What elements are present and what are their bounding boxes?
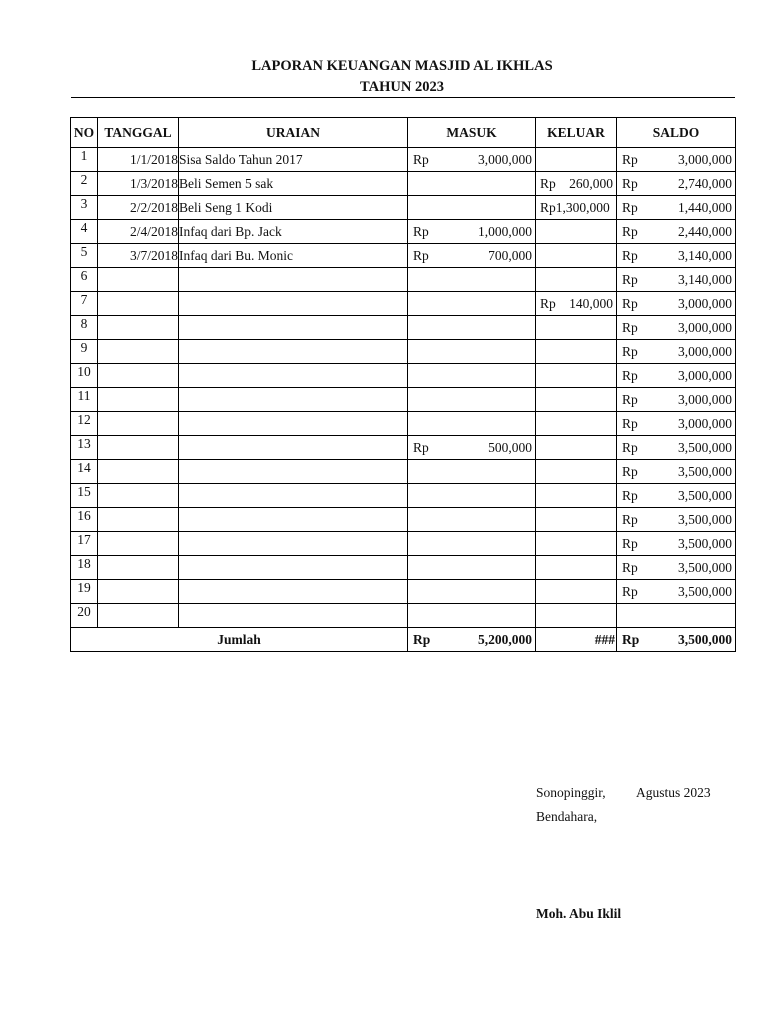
row-saldo-currency: Rp — [622, 583, 638, 599]
row-saldo-value: 3,140,000 — [678, 247, 732, 263]
total-keluar-value: ### — [536, 628, 617, 652]
row-uraian — [179, 388, 408, 412]
total-label: Jumlah — [71, 628, 408, 652]
row-saldo-value: 3,140,000 — [678, 271, 732, 287]
row-masuk-cell — [408, 484, 536, 508]
table-row — [71, 436, 736, 460]
row-uraian — [179, 484, 408, 508]
row-saldo-value: 3,000,000 — [678, 391, 732, 407]
row-no: 17 — [71, 532, 98, 556]
report-year: TAHUN 2023 — [360, 79, 444, 95]
col-header-saldo: SALDO — [617, 118, 736, 148]
row-no: 19 — [71, 580, 98, 604]
row-saldo-currency: Rp — [622, 559, 638, 575]
title-divider — [71, 97, 735, 98]
row-saldo-currency: Rp — [622, 271, 638, 287]
total-saldo-value: 3,500,000 — [678, 631, 732, 647]
signature-name: Moh. Abu Iklil — [536, 906, 622, 921]
row-uraian: Beli Semen 5 sak — [179, 172, 408, 196]
row-masuk-cell — [408, 268, 536, 292]
row-uraian: Beli Seng 1 Kodi — [179, 196, 408, 220]
row-tanggal: 2/4/2018 — [98, 220, 179, 244]
row-keluar-cell — [536, 340, 617, 364]
row-saldo-currency: Rp — [622, 295, 638, 311]
row-uraian — [179, 316, 408, 340]
row-saldo-value: 1,440,000 — [678, 199, 732, 215]
row-uraian: Sisa Saldo Tahun 2017 — [179, 148, 408, 172]
row-no: 11 — [71, 388, 98, 412]
total-saldo-cell — [617, 628, 736, 652]
row-saldo-currency: Rp — [622, 343, 638, 359]
row-saldo-currency: Rp — [622, 151, 638, 167]
row-keluar-value: 140,000 — [569, 295, 613, 311]
row-keluar-currency: Rp — [540, 295, 556, 311]
row-tanggal — [98, 580, 179, 604]
row-saldo-value: 3,500,000 — [678, 487, 732, 503]
row-saldo-value: 3,500,000 — [678, 463, 732, 479]
row-keluar-cell — [536, 172, 617, 196]
row-tanggal: 3/7/2018 — [98, 244, 179, 268]
row-saldo-currency: Rp — [622, 247, 638, 263]
row-keluar-currency: Rp — [540, 199, 556, 215]
row-tanggal — [98, 532, 179, 556]
row-uraian — [179, 580, 408, 604]
table-row — [71, 532, 736, 556]
row-saldo-currency: Rp — [622, 439, 638, 455]
row-uraian — [179, 532, 408, 556]
row-keluar-cell — [536, 532, 617, 556]
row-uraian — [179, 508, 408, 532]
table-row — [71, 364, 736, 388]
table-row — [71, 172, 736, 196]
row-saldo-value: 3,000,000 — [678, 151, 732, 167]
row-tanggal — [98, 316, 179, 340]
row-uraian — [179, 340, 408, 364]
row-keluar-cell — [536, 580, 617, 604]
row-no: 15 — [71, 484, 98, 508]
table-header-row — [71, 118, 736, 148]
row-no: 18 — [71, 556, 98, 580]
row-tanggal — [98, 604, 179, 628]
row-tanggal — [98, 340, 179, 364]
row-saldo-cell — [617, 508, 736, 532]
row-tanggal — [98, 412, 179, 436]
row-uraian — [179, 436, 408, 460]
row-masuk-cell — [408, 244, 536, 268]
row-masuk-cell — [408, 556, 536, 580]
signature-place: Sonopinggir, — [536, 785, 606, 800]
row-saldo-cell — [617, 268, 736, 292]
row-uraian — [179, 364, 408, 388]
table-row — [71, 316, 736, 340]
table-row — [71, 268, 736, 292]
row-saldo-currency: Rp — [622, 199, 638, 215]
row-keluar-cell — [536, 244, 617, 268]
row-no: 2 — [71, 172, 98, 196]
table-row — [71, 508, 736, 532]
row-no: 9 — [71, 340, 98, 364]
row-saldo-cell — [617, 148, 736, 172]
row-saldo-cell — [617, 580, 736, 604]
row-saldo-cell — [617, 292, 736, 316]
row-uraian — [179, 604, 408, 628]
row-no: 3 — [71, 196, 98, 220]
row-saldo-cell — [617, 220, 736, 244]
total-masuk-currency: Rp — [413, 631, 431, 647]
row-saldo-value: 3,000,000 — [678, 343, 732, 359]
row-saldo-value: 2,440,000 — [678, 223, 732, 239]
row-saldo-currency: Rp — [622, 535, 638, 551]
row-no: 14 — [71, 460, 98, 484]
row-uraian: Infaq dari Bu. Monic — [179, 244, 408, 268]
row-saldo-cell — [617, 436, 736, 460]
row-saldo-cell — [617, 364, 736, 388]
row-keluar-cell — [536, 460, 617, 484]
table-row — [71, 388, 736, 412]
row-keluar-cell — [536, 604, 617, 628]
row-saldo-currency: Rp — [622, 319, 638, 335]
row-saldo-value: 3,500,000 — [678, 511, 732, 527]
total-saldo-currency: Rp — [622, 631, 640, 647]
col-header-no: NO — [71, 118, 98, 148]
row-saldo-value: 3,500,000 — [678, 583, 732, 599]
row-uraian — [179, 460, 408, 484]
table-row — [71, 196, 736, 220]
ledger-body — [71, 148, 736, 628]
signature-date: Agustus 2023 — [636, 785, 711, 800]
row-masuk-cell — [408, 388, 536, 412]
table-row — [71, 148, 736, 172]
row-uraian — [179, 412, 408, 436]
row-saldo-cell — [617, 196, 736, 220]
row-keluar-cell — [536, 364, 617, 388]
row-masuk-cell — [408, 436, 536, 460]
row-saldo-value: 3,000,000 — [678, 319, 732, 335]
row-masuk-cell — [408, 580, 536, 604]
row-tanggal — [98, 364, 179, 388]
row-masuk-cell — [408, 172, 536, 196]
row-uraian — [179, 268, 408, 292]
row-uraian — [179, 292, 408, 316]
table-row — [71, 244, 736, 268]
row-masuk-cell — [408, 316, 536, 340]
col-header-masuk: MASUK — [408, 118, 536, 148]
table-row — [71, 340, 736, 364]
row-keluar-cell — [536, 388, 617, 412]
row-keluar-cell — [536, 436, 617, 460]
col-header-uraian: URAIAN — [179, 118, 408, 148]
row-no: 6 — [71, 268, 98, 292]
row-saldo-cell — [617, 412, 736, 436]
row-saldo-cell — [617, 556, 736, 580]
row-no: 10 — [71, 364, 98, 388]
row-masuk-cell — [408, 460, 536, 484]
row-saldo-cell — [617, 604, 736, 628]
row-tanggal — [98, 388, 179, 412]
table-row — [71, 292, 736, 316]
row-saldo-value: 3,500,000 — [678, 439, 732, 455]
signature-role: Bendahara, — [536, 809, 598, 824]
row-tanggal — [98, 460, 179, 484]
table-row — [71, 484, 736, 508]
table-row — [71, 460, 736, 484]
table-row — [71, 580, 736, 604]
row-tanggal — [98, 436, 179, 460]
row-no: 12 — [71, 412, 98, 436]
row-saldo-value: 3,000,000 — [678, 295, 732, 311]
row-keluar-value: 1,300,000 — [555, 199, 610, 215]
row-saldo-cell — [617, 316, 736, 340]
row-masuk-value: 3,000,000 — [478, 151, 532, 167]
row-masuk-value: 700,000 — [488, 247, 532, 263]
row-keluar-cell — [536, 292, 617, 316]
total-row — [71, 628, 736, 652]
total-masuk-value: 5,200,000 — [478, 631, 532, 647]
row-keluar-value: 260,000 — [569, 175, 613, 191]
report-title: LAPORAN KEUANGAN MASJID AL IKHLAS — [251, 58, 553, 74]
row-keluar-cell — [536, 268, 617, 292]
col-header-keluar: KELUAR — [536, 118, 617, 148]
row-no: 4 — [71, 220, 98, 244]
row-masuk-currency: Rp — [413, 151, 429, 167]
row-masuk-cell — [408, 220, 536, 244]
row-saldo-currency: Rp — [622, 391, 638, 407]
row-masuk-currency: Rp — [413, 223, 429, 239]
row-masuk-cell — [408, 412, 536, 436]
row-saldo-currency: Rp — [622, 415, 638, 431]
row-keluar-cell — [536, 148, 617, 172]
row-tanggal — [98, 292, 179, 316]
row-uraian: Infaq dari Bp. Jack — [179, 220, 408, 244]
row-saldo-value: 3,000,000 — [678, 367, 732, 383]
row-tanggal: 2/2/2018 — [98, 196, 179, 220]
row-no: 1 — [71, 148, 98, 172]
row-masuk-cell — [408, 148, 536, 172]
row-saldo-currency: Rp — [622, 511, 638, 527]
table-row — [71, 556, 736, 580]
row-saldo-currency: Rp — [622, 463, 638, 479]
row-masuk-cell — [408, 508, 536, 532]
row-keluar-currency: Rp — [540, 175, 556, 191]
row-keluar-cell — [536, 196, 617, 220]
row-saldo-cell — [617, 388, 736, 412]
row-saldo-cell — [617, 340, 736, 364]
row-masuk-value: 500,000 — [488, 439, 532, 455]
row-tanggal: 1/1/2018 — [98, 148, 179, 172]
row-keluar-cell — [536, 556, 617, 580]
row-saldo-value: 3,000,000 — [678, 415, 732, 431]
row-uraian — [179, 556, 408, 580]
row-no: 13 — [71, 436, 98, 460]
row-keluar-cell — [536, 412, 617, 436]
row-masuk-cell — [408, 532, 536, 556]
row-keluar-cell — [536, 508, 617, 532]
row-no: 8 — [71, 316, 98, 340]
row-saldo-currency: Rp — [622, 367, 638, 383]
table-row — [71, 604, 736, 628]
total-masuk-cell — [408, 628, 536, 652]
ledger-table — [70, 117, 736, 652]
row-saldo-cell — [617, 484, 736, 508]
row-saldo-currency: Rp — [622, 487, 638, 503]
row-no: 20 — [71, 604, 98, 628]
row-keluar-cell — [536, 484, 617, 508]
table-row — [71, 412, 736, 436]
row-saldo-value: 2,740,000 — [678, 175, 732, 191]
row-keluar-cell — [536, 220, 617, 244]
row-no: 7 — [71, 292, 98, 316]
row-masuk-cell — [408, 196, 536, 220]
row-tanggal — [98, 268, 179, 292]
row-masuk-cell — [408, 604, 536, 628]
row-tanggal — [98, 484, 179, 508]
row-saldo-currency: Rp — [622, 175, 638, 191]
table-row — [71, 220, 736, 244]
col-header-tanggal: TANGGAL — [98, 118, 179, 148]
row-saldo-cell — [617, 244, 736, 268]
row-tanggal: 1/3/2018 — [98, 172, 179, 196]
row-saldo-cell — [617, 532, 736, 556]
row-no: 16 — [71, 508, 98, 532]
row-tanggal — [98, 508, 179, 532]
row-masuk-cell — [408, 340, 536, 364]
row-masuk-value: 1,000,000 — [478, 223, 532, 239]
row-saldo-currency: Rp — [622, 223, 638, 239]
row-masuk-cell — [408, 364, 536, 388]
row-saldo-cell — [617, 172, 736, 196]
row-saldo-cell — [617, 460, 736, 484]
row-masuk-cell — [408, 292, 536, 316]
row-masuk-currency: Rp — [413, 439, 429, 455]
row-keluar-cell — [536, 316, 617, 340]
row-masuk-currency: Rp — [413, 247, 429, 263]
row-tanggal — [98, 556, 179, 580]
row-saldo-value: 3,500,000 — [678, 535, 732, 551]
row-no: 5 — [71, 244, 98, 268]
row-saldo-value: 3,500,000 — [678, 559, 732, 575]
